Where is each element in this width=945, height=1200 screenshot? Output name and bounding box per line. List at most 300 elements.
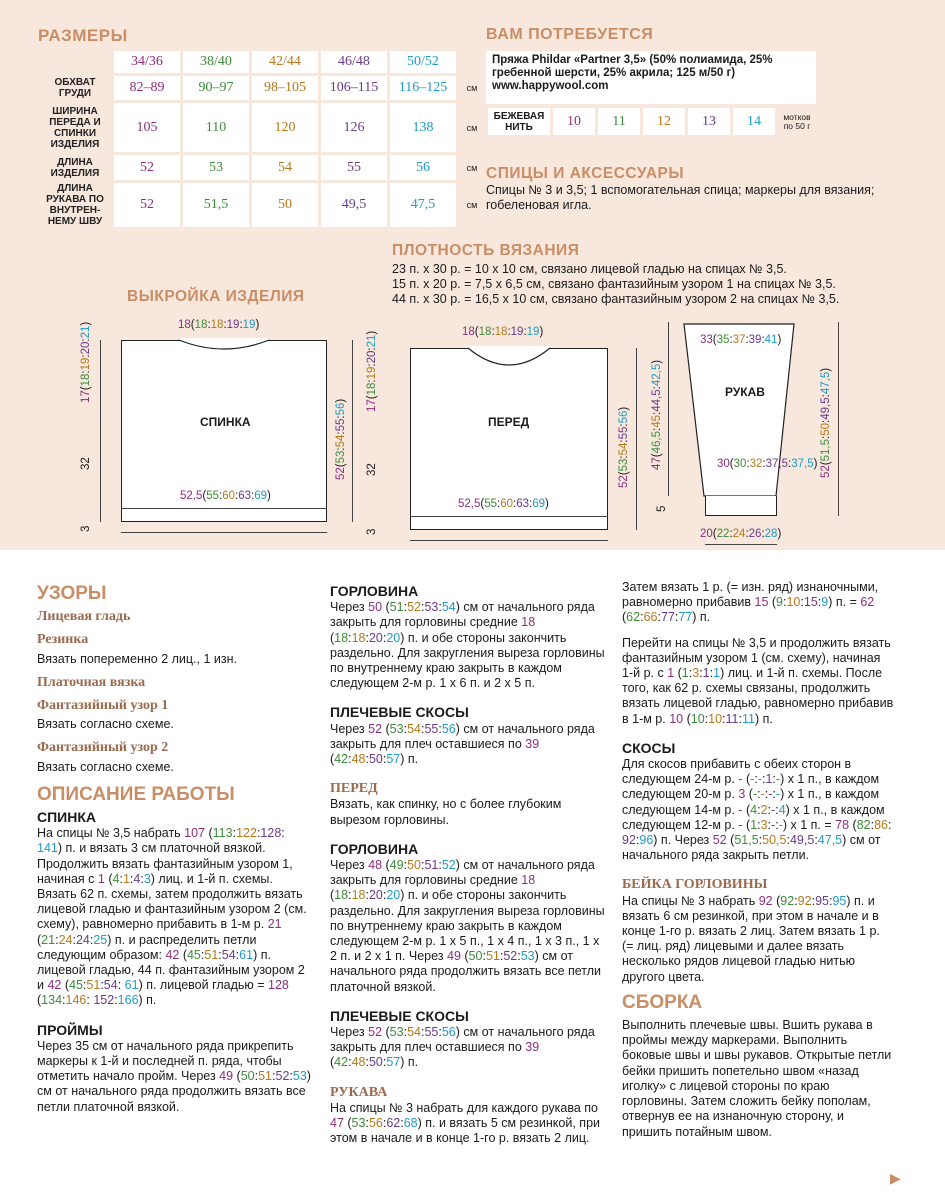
- text-run: :: [365, 752, 369, 767]
- size-value: 55: [206, 490, 220, 502]
- size-value: :: [223, 319, 227, 331]
- text-run: 113: [212, 826, 233, 841]
- size-value: :: [366, 347, 378, 351]
- yarn-amount: 10: [553, 108, 595, 135]
- text-run: 107: [184, 826, 206, 841]
- pattern-name: Резинка: [37, 632, 89, 648]
- size-value: 53: [335, 450, 347, 464]
- sizes-table: [36, 48, 488, 230]
- size-value: 24: [732, 528, 746, 540]
- text-run: 2: [760, 802, 768, 817]
- pattern-name: Лицевая гладь: [37, 609, 131, 625]
- rukava-title: РУКАВА: [330, 1084, 388, 1100]
- text-run: (: [742, 802, 751, 817]
- size-value: 52,5: [458, 498, 481, 510]
- text-run: -: [771, 802, 776, 817]
- size-value: (: [190, 319, 195, 331]
- text-run: 1: [667, 666, 675, 681]
- text-run: -: [771, 817, 776, 832]
- size-value: :: [618, 439, 630, 443]
- text-run: -: [738, 802, 743, 817]
- text-run: ) п. Через: [653, 833, 713, 848]
- text-run: 20: [386, 630, 401, 645]
- text-run: :: [786, 833, 790, 848]
- back-neck-dim: [178, 319, 259, 331]
- size-value: 20: [80, 341, 92, 355]
- text-run: :: [887, 817, 892, 832]
- size-value: :: [729, 528, 733, 540]
- size-value: (: [618, 471, 630, 476]
- skosy2-title: ПЛЕЧЕВЫЕ СКОСЫ: [330, 1007, 469, 1024]
- text-run: 3: [738, 787, 746, 802]
- size-header: 46/48: [321, 51, 387, 73]
- text-run: 54: [103, 978, 118, 993]
- size-value: :: [80, 338, 92, 342]
- needles-title: СПИЦЫ И АКСЕССУАРЫ: [486, 165, 685, 182]
- text-run: (: [205, 826, 213, 841]
- size-value: ): [618, 406, 630, 411]
- size-value: 37,5: [765, 458, 789, 470]
- text-run: :: [382, 630, 387, 645]
- text-run: :: [403, 1025, 408, 1040]
- text-run: 77: [678, 610, 693, 625]
- text-run: 53: [292, 1069, 307, 1084]
- text-run: ) лиц. и 1-й п. схемы. Вязать 62 п. схемы, затем продолжить вязать лицевой гладью и фантазийным узором 2 (см. схему), равномерно прибавить в 1-м р.: [37, 871, 307, 932]
- text-run: :: [82, 978, 87, 993]
- size-cell: 52: [114, 155, 180, 180]
- rukava-cont-text: [622, 580, 894, 626]
- text-run: На спицы № 3 набрать: [622, 893, 759, 908]
- text-run: :: [119, 871, 123, 886]
- back-width-dim: [180, 490, 271, 502]
- size-cell: 49,5: [321, 183, 387, 227]
- size-value: ): [651, 359, 663, 364]
- text-run: 45: [69, 978, 83, 993]
- sborka-text: Выполнить плечевые швы. Вшить рукава в проймы между маркерами. Выполнить боковые швы и швы рукавов. Открытые петли бейки пришить попетельно швом «назад иголку» с лицевой стороны по краю горловины. Затем сложить бейку пополам, отвернув ее на изнаночную сторону, и пришить потайным швом.: [622, 1018, 892, 1139]
- text-run: 52: [712, 833, 727, 848]
- sleeve-cuff-line: [705, 544, 777, 545]
- sleeve-height-dim: [651, 360, 663, 470]
- text-run: 53: [351, 1116, 366, 1131]
- text-run: 52: [441, 858, 456, 873]
- yarn-color-label: БЕЖЕВАЯ НИТЬ: [488, 108, 550, 135]
- size-value: :: [651, 427, 663, 431]
- size-value: ): [813, 458, 818, 470]
- size-value: 56: [618, 410, 630, 424]
- text-run: 18: [521, 873, 536, 888]
- size-value: 54: [335, 434, 347, 448]
- size-header: 38/40: [183, 51, 249, 73]
- text-run: -: [768, 787, 773, 802]
- size-cell: 98–105: [252, 76, 318, 100]
- text-run: 51: [424, 858, 439, 873]
- text-run: (: [330, 630, 335, 645]
- text-run: :: [382, 752, 387, 767]
- size-value: 19: [526, 326, 540, 338]
- text-run: :: [114, 993, 118, 1008]
- text-run: 3: [143, 871, 151, 886]
- sborka-title: СБОРКА: [622, 991, 703, 1013]
- text-run: 4: [778, 802, 786, 817]
- front-width-line: [410, 540, 608, 541]
- size-value: 63: [238, 490, 252, 502]
- text-run: 52: [368, 721, 383, 736]
- needles-text: Спицы № 3 и 3,5; 1 вспомогательная спица; маркеры для вязания; гобеленовая игла.: [486, 183, 875, 212]
- text-run: 42: [334, 752, 349, 767]
- front-label: ПЕРЕД: [488, 415, 530, 429]
- pered-title: ПЕРЕД: [330, 781, 378, 797]
- text-run: (: [382, 721, 390, 736]
- size-cell: 110: [183, 103, 249, 152]
- text-run: 86: [874, 817, 888, 832]
- front-total-line: [636, 348, 637, 530]
- size-cell: 51,5: [183, 183, 249, 227]
- column-2: [330, 580, 605, 1147]
- size-value: 49,5: [820, 397, 832, 420]
- text-run: (: [683, 711, 691, 726]
- size-value: (: [480, 498, 485, 510]
- text-run: 141: [37, 841, 58, 856]
- size-value: :: [820, 419, 832, 423]
- row-label: ДЛИНА РУКАВА ПО ВНУТРЕН- НЕМУ ШВУ: [46, 183, 104, 227]
- row-label: ШИРИНА ПЕРЕДА И СПИНКИ ИЗДЕЛИЯ: [49, 105, 101, 150]
- text-run: :: [365, 1116, 369, 1131]
- text-run: 51: [485, 949, 500, 964]
- text-run: ) п. и распределить петли следующим образом:: [37, 932, 257, 962]
- size-value: :: [820, 394, 832, 398]
- text-run: :: [800, 595, 804, 610]
- size-value: 30: [717, 458, 730, 470]
- text-run: ) см от начального ряда закрыть для горловины средние: [330, 858, 595, 888]
- text-run: 10: [669, 711, 684, 726]
- size-cell: 56: [390, 155, 456, 180]
- size-value: 18: [462, 326, 475, 338]
- text-run: :: [272, 1069, 276, 1084]
- text-run: :: [365, 1055, 369, 1070]
- size-cell: 138: [390, 103, 456, 152]
- text-run: 62: [386, 1116, 401, 1131]
- text-run: 3: [692, 666, 700, 681]
- text-run: (: [382, 858, 390, 873]
- sizes-title: РАЗМЕРЫ: [38, 26, 128, 45]
- size-cell: 116–125: [390, 76, 456, 100]
- pattern-name: Фантазийный узор 2: [37, 740, 169, 756]
- size-value: 37,5: [791, 458, 814, 470]
- text-run: 11: [725, 711, 739, 726]
- size-cell: 105: [114, 103, 180, 152]
- sleeve-label: РУКАВ: [725, 385, 765, 399]
- text-run: :: [814, 833, 818, 848]
- size-cell: 54: [252, 155, 318, 180]
- text-run: 49: [219, 1069, 234, 1084]
- size-value: :: [507, 326, 511, 338]
- text-run: :: [403, 600, 408, 615]
- size-header: 34/36: [114, 51, 180, 73]
- text-run: ) лиц. и 1-й п. схемы. После того, как 62 р. схемы связаны, продолжить вязать лицевой гладью, равномерно прибавив в 1-м р.: [622, 666, 894, 726]
- size-value: 44,5: [651, 389, 663, 412]
- yarn-amount: 13: [688, 108, 730, 135]
- uzory-title: УЗОРЫ: [37, 583, 107, 604]
- skosy3-title: СКОСЫ: [622, 739, 676, 756]
- back-total-line: [352, 340, 353, 522]
- text-run: (: [772, 893, 781, 908]
- pered-text: Вязать, как спинку, но с более глубоким вырезом горловины.: [330, 797, 562, 827]
- front-neckline: [410, 346, 608, 376]
- text-run: :: [218, 947, 222, 962]
- text-run: :: [482, 949, 486, 964]
- text-run: 4: [750, 802, 758, 817]
- text-run: Через: [330, 858, 369, 873]
- text-run: ) п. лицевой гладью, 44 п. фантазийным узором 2 и: [37, 947, 305, 993]
- text-run: -: [738, 817, 743, 832]
- text-run: 9: [821, 595, 829, 610]
- text-run: 47,5: [817, 833, 843, 848]
- row-label: ОБХВАТ ГРУДИ: [54, 77, 96, 99]
- text-run: :: [775, 802, 779, 817]
- size-cell: 47,5: [390, 183, 456, 227]
- pattern-text: Вязать попеременно 2 лиц., 1 изн.: [37, 651, 237, 666]
- beika-title: БЕЙКА ГОРЛОВИНЫ: [622, 877, 768, 893]
- text-run: 18: [351, 630, 366, 645]
- text-run: 152: [93, 993, 115, 1008]
- text-run: :: [100, 978, 104, 993]
- size-value: 18: [80, 373, 92, 387]
- text-run: 51: [258, 1069, 273, 1084]
- text-run: 53: [520, 949, 535, 964]
- density-line: 23 п. х 30 р. = 10 х 10 см, связано лицевой гладью на спицах № 3,5.: [392, 262, 787, 276]
- size-value: :: [207, 319, 211, 331]
- size-value: 47,5: [820, 371, 832, 395]
- size-value: :: [80, 370, 92, 374]
- size-cell: 120: [252, 103, 318, 152]
- text-run: -: [752, 787, 758, 802]
- text-run: -: [778, 817, 783, 832]
- text-run: 61: [124, 978, 139, 993]
- text-run: :: [757, 817, 761, 832]
- text-run: (: [768, 595, 777, 610]
- size-value: 60: [500, 498, 514, 510]
- skosy-title: ПЛЕЧЕВЫЕ СКОСЫ: [330, 704, 469, 721]
- text-run: -: [775, 787, 781, 802]
- text-run: 51: [204, 947, 219, 962]
- size-value: (: [80, 386, 92, 391]
- back-rib-dim: 3: [80, 525, 92, 532]
- size-value: :: [651, 386, 663, 390]
- text-run: (: [745, 787, 753, 802]
- size-value: 52: [820, 465, 832, 478]
- need-title: ВАМ ПОТРЕБУЕТСЯ: [486, 26, 654, 43]
- sleeve-rib-dim: 5: [656, 505, 668, 512]
- text-run: ) п. и вязать 5 см резинкой, при этом в начале и в конце 1-го р. вязать 2 лиц.: [330, 1116, 600, 1146]
- front-rib-line: [410, 516, 608, 517]
- size-value: 52: [618, 475, 630, 488]
- size-value: 42,5: [651, 363, 663, 387]
- text-run: :: [438, 721, 442, 736]
- sleeve-total-dim: [820, 368, 832, 478]
- size-value: 30: [733, 458, 747, 470]
- text-run: 77: [660, 610, 675, 625]
- text-run: 21: [41, 932, 56, 947]
- size-value: :: [80, 354, 92, 358]
- size-header: 42/44: [252, 51, 318, 73]
- text-run: :: [420, 1025, 425, 1040]
- size-value: 33: [700, 334, 713, 346]
- size-cell: 90–97: [183, 76, 249, 100]
- size-value: (: [712, 334, 717, 346]
- text-run: :: [420, 858, 425, 873]
- size-value: ): [267, 490, 271, 502]
- text-run: :: [256, 826, 261, 841]
- text-run: 1: [750, 817, 758, 832]
- back-width-line: [121, 532, 327, 533]
- size-value: 19: [510, 326, 524, 338]
- beika-text: [622, 894, 894, 985]
- text-run: 9: [776, 595, 783, 610]
- text-run: 56: [441, 721, 456, 736]
- size-value: 17: [80, 390, 92, 403]
- text-run: :: [129, 871, 134, 886]
- text-run: 20: [368, 888, 383, 903]
- text-run: 1: [681, 666, 689, 681]
- text-run: Для скосов прибавить с обеих сторон в следующем 24-м р.: [622, 757, 852, 787]
- text-run: 54: [441, 600, 456, 615]
- text-run: :: [775, 817, 779, 832]
- size-value: :: [366, 379, 378, 383]
- text-run: 54: [407, 1025, 421, 1040]
- yarn-amount: 12: [643, 108, 685, 135]
- text-run: ) п. и обе стороны закончить раздельно. Для закругления выреза горловины по внутреннему краю закрыть в каждом следующем 2-м р. 1 х 6 п. и 2 х 5 п.: [330, 630, 605, 691]
- text-run: ) п.: [400, 752, 419, 767]
- size-value: :: [523, 326, 527, 338]
- sleeve-top-dim: [700, 334, 781, 346]
- proimy-text: [37, 1039, 312, 1115]
- text-run: (: [37, 993, 42, 1008]
- back-height-line: [100, 340, 101, 522]
- size-value: :: [239, 319, 243, 331]
- yarn-table: [485, 105, 819, 138]
- text-run: :: [420, 600, 425, 615]
- text-run: :: [754, 772, 758, 787]
- size-value: 46,5: [651, 430, 663, 454]
- front-body-dim: 32: [366, 463, 378, 476]
- size-value: 18: [478, 326, 492, 338]
- size-value: 69: [254, 490, 268, 502]
- size-value: 63: [516, 498, 530, 510]
- text-run: 134: [41, 993, 63, 1008]
- text-run: 15: [754, 595, 769, 610]
- text-run: (: [330, 1055, 335, 1070]
- text-run: :: [382, 888, 387, 903]
- size-value: ): [255, 319, 260, 331]
- size-value: 22: [716, 528, 730, 540]
- gorlovina-title: ГОРЛОВИНА: [330, 583, 419, 599]
- text-run: :: [254, 1069, 259, 1084]
- text-run: ) х 1 п., в каждом следующем 20-м р.: [622, 772, 880, 802]
- size-value: :: [618, 423, 630, 427]
- text-run: 18: [521, 615, 536, 630]
- density-line: 15 п. х 20 р. = 7,5 х 6,5 см, связано фантазийным узором 1 на спицах № 3,5.: [392, 277, 836, 291]
- text-run: 52: [368, 1025, 383, 1040]
- size-value: (: [474, 326, 479, 338]
- text-run: :: [517, 949, 521, 964]
- text-run: :: [400, 1116, 404, 1131]
- text-run: ) х 1 п., в каждом следующем 12-м р.: [622, 802, 885, 832]
- size-value: :: [746, 458, 750, 470]
- text-run: 92: [780, 893, 795, 908]
- size-value: 45: [651, 414, 663, 428]
- text-run: 45: [186, 947, 201, 962]
- text-run: :: [140, 871, 144, 886]
- text-run: 56: [368, 1116, 383, 1131]
- size-value: 28: [764, 528, 778, 540]
- text-run: 48: [368, 858, 383, 873]
- text-run: (: [382, 600, 390, 615]
- text-run: 128: [260, 826, 282, 841]
- text-run: (: [179, 947, 187, 962]
- text-run: 61: [239, 947, 254, 962]
- size-cell: 55: [321, 155, 387, 180]
- yarn-box: [486, 51, 816, 104]
- text-run: :: [382, 1055, 387, 1070]
- sleeve-height-line: [668, 322, 669, 496]
- text-run: :: [382, 1116, 387, 1131]
- row-label: ДЛИНА ИЗДЕЛИЯ: [50, 156, 100, 179]
- text-run: 20: [368, 630, 383, 645]
- text-run: 1: [702, 666, 710, 681]
- size-value: :: [651, 411, 663, 415]
- text-run: :: [783, 595, 787, 610]
- unit: см: [466, 200, 478, 210]
- yarn-amount: 14: [733, 108, 775, 135]
- text-run: :: [640, 610, 644, 625]
- text-run: 10: [690, 711, 705, 726]
- size-value: 19: [226, 319, 240, 331]
- text-run: (: [742, 772, 751, 787]
- size-value: 18: [494, 326, 508, 338]
- text-run: :: [772, 772, 776, 787]
- size-cell: 82–89: [114, 76, 180, 100]
- text-run: ) п.: [138, 993, 157, 1008]
- size-value: 69: [532, 498, 546, 510]
- text-run: :: [117, 978, 125, 993]
- text-run: 66: [643, 610, 658, 625]
- text-run: -: [757, 772, 762, 787]
- text-run: Через: [330, 721, 369, 736]
- text-run: 42: [47, 978, 62, 993]
- next-page-arrow-icon[interactable]: ▶: [890, 1170, 901, 1186]
- text-run: :: [635, 833, 640, 848]
- text-run: 47: [330, 1116, 344, 1131]
- text-run: 1: [97, 871, 105, 886]
- text-run: 96: [639, 833, 654, 848]
- size-value: (: [729, 458, 734, 470]
- size-value: :: [745, 528, 749, 540]
- text-run: (: [382, 1025, 390, 1040]
- text-run: 50: [407, 858, 421, 873]
- size-value: ): [539, 326, 544, 338]
- text-run: ) х 1 п., в каждом следующем 14-м р.: [622, 787, 880, 817]
- sleeve-total-line: [838, 322, 839, 516]
- size-value: 55: [484, 498, 498, 510]
- size-value: 37: [732, 334, 746, 346]
- size-value: 56: [335, 402, 347, 416]
- skosy-text: [330, 722, 605, 768]
- text-run: 51: [389, 600, 404, 615]
- text-run: 53: [389, 721, 404, 736]
- size-cell: 126: [321, 103, 387, 152]
- text-run: :: [365, 888, 369, 903]
- size-value: 18: [194, 319, 208, 331]
